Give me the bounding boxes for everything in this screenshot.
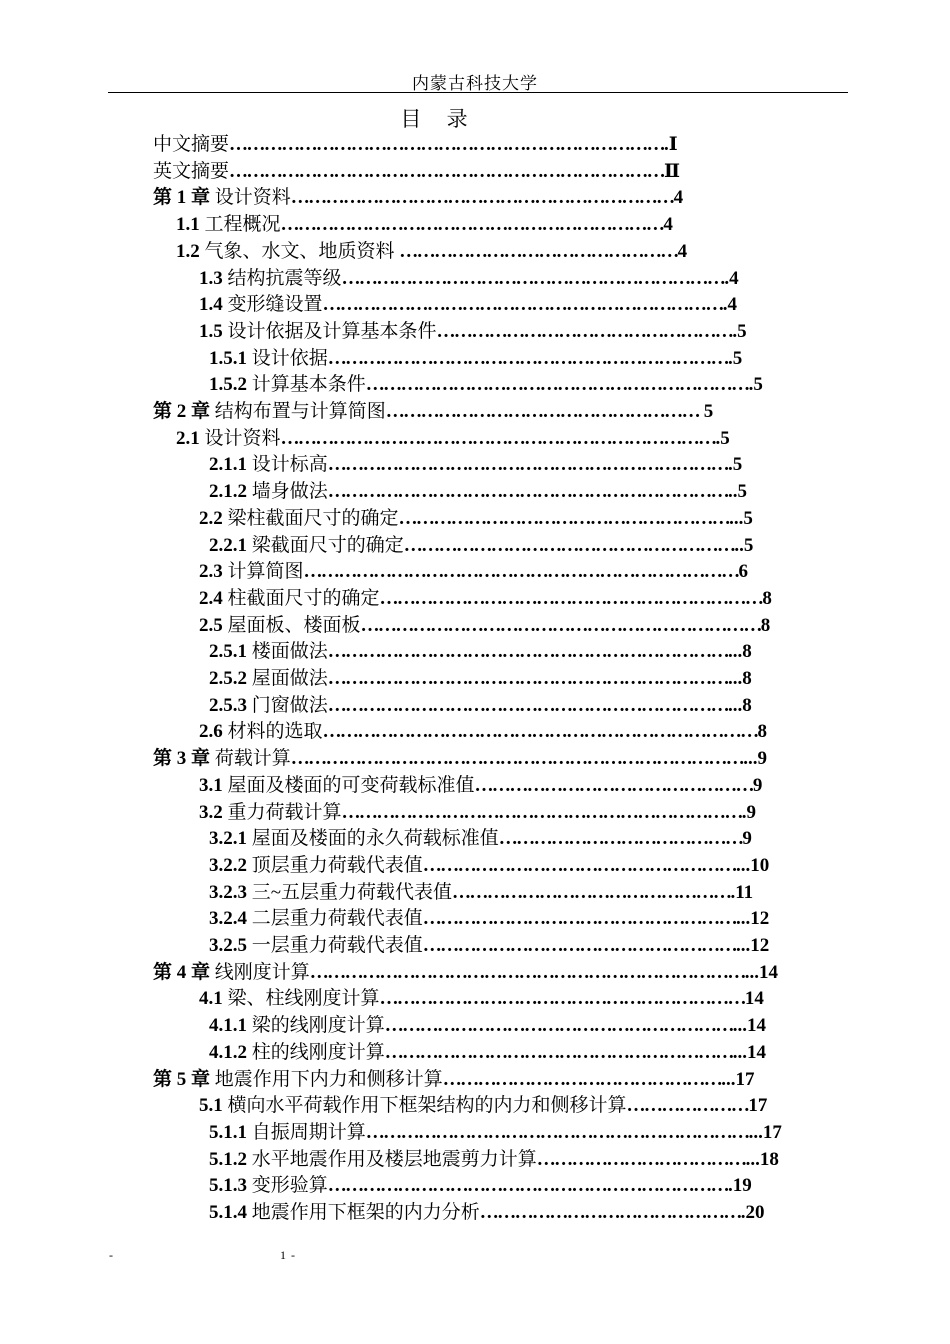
toc-entry-leader: …………………………………………………………………	[229, 160, 665, 182]
toc-entry[interactable]	[209, 692, 828, 719]
toc-entry[interactable]	[199, 718, 828, 745]
toc-entry-leader: ………………………………………	[479, 1202, 741, 1223]
toc-entry-leader: ……………………………………………………………	[327, 347, 728, 369]
toc-entry-number: 2.4	[199, 587, 223, 609]
toc-entry-leader: …………………………………………………………	[379, 587, 763, 609]
toc-entry-leader: …………………………………………………………	[341, 267, 725, 289]
toc-entry[interactable]	[153, 398, 806, 425]
toc-entry-page: ...8	[727, 668, 752, 689]
toc-entry-label: 工程概况	[204, 214, 281, 236]
toc-entry[interactable]	[209, 1146, 839, 1173]
toc-entry-page: 4	[673, 187, 684, 209]
toc-entry-number: 2.3	[199, 561, 223, 583]
toc-entry-label: 材料的选取	[227, 721, 323, 743]
toc-entry[interactable]	[209, 879, 839, 906]
toc-entry-page: ..5	[734, 534, 754, 556]
toc-entry-page: ...17	[721, 1068, 755, 1090]
toc-entry-label: 梁截面尺寸的确定	[251, 534, 404, 556]
toc-entry-page: 6	[738, 561, 749, 583]
toc-entry[interactable]	[153, 745, 816, 772]
toc-entry[interactable]	[199, 265, 812, 292]
toc-entry-label: 屋面及楼面的可变荷载标准值	[227, 774, 475, 796]
toc-entry-page: .5	[748, 374, 763, 396]
toc-entry-page: 8	[757, 721, 768, 743]
toc-entry-leader: …………………………………………………………………	[309, 961, 745, 983]
toc-entry-number: 3.2	[199, 801, 223, 823]
footer-page-number: 1 -	[280, 1248, 296, 1262]
toc-entry[interactable]	[199, 291, 812, 318]
toc-entry-label: 变形验算	[251, 1175, 328, 1197]
toc-entry[interactable]	[153, 184, 801, 211]
toc-entry-label: 变形缝设置	[227, 294, 323, 316]
toc-entry-number: 第 4 章	[153, 961, 211, 983]
toc-entry-leader: ………………………………	[536, 1148, 746, 1170]
toc-entry-page: .4	[722, 294, 737, 316]
toc-entry-label: 结构抗震等级	[227, 267, 342, 289]
toc-entry[interactable]	[209, 532, 821, 559]
toc-entry-label: 气象、水文、地质资料	[204, 240, 400, 262]
toc-entry[interactable]	[176, 238, 774, 265]
toc-entry-number: 3.1	[199, 774, 223, 796]
toc-entry-page: .5	[715, 427, 730, 449]
toc-entry-leader: …………………………………………………………………	[303, 561, 739, 583]
toc-entry[interactable]	[199, 1092, 839, 1119]
toc-entry-number: 2.1.2	[209, 481, 247, 503]
toc-entry-label: 英文摘要	[153, 160, 230, 182]
toc-entry-leader: ………………………………………………………	[379, 988, 745, 1010]
toc-entry-page: 4	[663, 214, 673, 236]
toc-entry-label: 顶层重力荷载代表值	[251, 854, 423, 876]
toc-entry-page: ...8	[727, 641, 752, 663]
toc-entry[interactable]	[209, 852, 839, 879]
toc-entry-page: ...10	[735, 854, 770, 876]
toc-entry-number: 5.1.2	[209, 1148, 247, 1170]
toc-entry[interactable]	[209, 1012, 839, 1039]
toc-entry-leader: ………………………………………………	[422, 935, 736, 956]
toc-entry[interactable]	[153, 1066, 828, 1093]
toc-entry-number: 1.5	[199, 320, 223, 342]
toc-entry-number: 4.1.1	[209, 1015, 247, 1037]
toc-entry-leader: …………………………………………………………………	[280, 427, 716, 449]
toc-entry-page: Ⅱ	[664, 160, 681, 182]
toc-entry-number: 2.5.1	[209, 641, 247, 663]
toc-entry-page: ..5	[727, 481, 747, 503]
toc-entry-leader: ……………………………………………………………	[327, 668, 728, 689]
toc-entry-number: 3.2.2	[209, 854, 247, 876]
toc-entry-number: 第 3 章	[153, 748, 211, 770]
toc-entry-leader: ……………………………………………	[436, 320, 733, 342]
toc-entry-leader: ……………………………………………………………	[341, 801, 742, 823]
toc-entry-number: 2.5.3	[209, 694, 247, 716]
toc-entry-label: 楼面做法	[251, 641, 328, 663]
toc-entry[interactable]	[209, 345, 816, 372]
toc-entry-number: 4.1.2	[209, 1041, 247, 1063]
toc-entry-number: 3.2.3	[209, 881, 247, 903]
toc-entry-leader: …………………………………………	[442, 1068, 722, 1090]
toc-entry-label: 门窗做法	[251, 694, 328, 716]
toc-entry-page: ...14	[744, 961, 779, 983]
toc-entry-page: ...18	[745, 1148, 779, 1170]
toc-entry-leader: …………………………………………………………………	[322, 721, 758, 743]
toc-entry[interactable]	[209, 825, 832, 852]
toc-entry-page: .4	[724, 267, 739, 289]
toc-entry[interactable]	[209, 451, 818, 478]
toc-entry-page: 9	[742, 828, 752, 850]
toc-entry-page: .20	[740, 1202, 765, 1223]
toc-entry-leader: …………………………………………	[399, 240, 678, 262]
toc-entry-page: ...14	[732, 1041, 767, 1063]
toc-entry-number: 2.2	[199, 507, 223, 529]
toc-entry[interactable]	[209, 478, 821, 505]
toc-entry-label: 梁、柱线刚度计算	[227, 988, 380, 1010]
toc-entry-number: 第 5 章	[153, 1068, 211, 1090]
toc-entry-number: 5.1	[199, 1095, 223, 1117]
header-university: 内蒙古科技大学	[412, 74, 538, 93]
toc-entry-number: 1.2	[176, 240, 200, 262]
toc-entry[interactable]	[209, 905, 839, 932]
toc-entry[interactable]	[176, 425, 792, 452]
toc-entry-number: 第 2 章	[153, 401, 211, 422]
toc-entry-page: ...12	[735, 908, 770, 930]
toc-entry-leader: ……………………………………………………………	[327, 694, 728, 716]
toc-entry-number: 3.2.5	[209, 935, 247, 956]
toc-entry-label: 梁柱截面尺寸的确定	[227, 507, 399, 529]
toc-entry-leader: …………………	[626, 1095, 749, 1117]
toc-title: 目 录	[400, 107, 478, 131]
toc-entry-page: ...5	[729, 507, 753, 529]
toc-entry-leader: ………………………………………………	[422, 908, 736, 930]
toc-entry-leader: ……………………………………	[498, 828, 743, 850]
toc-entry-leader: …………………………………………………………	[290, 187, 674, 209]
toc-entry-page: .5	[727, 347, 743, 369]
toc-entry-leader: …………………………………………………………	[280, 214, 664, 236]
toc-entry-number: 5.1.1	[209, 1121, 247, 1143]
toc-entry-number: 3.2.4	[209, 908, 247, 930]
toc-entry-page: ...12	[735, 935, 770, 956]
toc-entry-label: 三~五层重力荷载代表值	[251, 881, 453, 903]
toc-entry-leader: ……………………………………………………………	[327, 641, 728, 663]
toc-entry-label: 地震作用下内力和侧移计算	[214, 1068, 443, 1090]
toc-entry[interactable]	[199, 799, 831, 826]
toc-entry-leader: ……………………………………………………	[384, 1041, 733, 1063]
toc-entry-number: 1.5.2	[209, 374, 247, 396]
toc-entry-number: 2.2.1	[209, 534, 247, 556]
toc-entry-label: 梁的线刚度计算	[251, 1015, 385, 1037]
toc-entry[interactable]	[153, 959, 828, 986]
toc-entry-number: 2.5.2	[209, 668, 247, 689]
toc-entry[interactable]	[176, 211, 784, 238]
toc-entry-label: 设计资料	[214, 187, 291, 209]
toc-entry-leader: ……………………………………………………………	[327, 454, 728, 476]
toc-entry-label: 柱截面尺寸的确定	[227, 587, 380, 609]
toc-entry-leader: …………………………………………………	[398, 507, 730, 529]
toc-entry-leader: ……………………………………………………	[384, 1015, 733, 1037]
toc-entry-page: 4	[677, 240, 688, 262]
toc-entry-leader: …………………………………………………	[403, 534, 735, 556]
toc-entry-leader: …………………………………………………………	[365, 374, 749, 396]
toc-entry-page: 8	[762, 587, 772, 609]
toc-entry-page: 17	[748, 1095, 768, 1117]
toc-entry[interactable]	[199, 505, 821, 532]
toc-entry-label: 线刚度计算	[214, 961, 310, 983]
toc-entry-label: 计算基本条件	[251, 374, 366, 396]
toc-entry-page: .5	[727, 454, 743, 476]
toc-entry-number: 2.1	[176, 427, 200, 449]
toc-entry-page: ...8	[727, 694, 752, 716]
toc-entry-label: 水平地震作用及楼层地震剪力计算	[251, 1148, 537, 1170]
toc-entry-leader: ………………………………………………	[385, 401, 699, 422]
toc-entry-label: 屋面及楼面的永久荷载标准值	[251, 828, 499, 850]
toc-entry-leader: ……………………………………………………………	[360, 614, 761, 636]
toc-entry-number: 1.5.1	[209, 347, 247, 369]
toc-entry[interactable]	[209, 665, 828, 692]
toc-entry-leader: …………………………………………………………………	[229, 134, 665, 155]
toc-entry-page: .5	[732, 320, 747, 342]
toc-entry[interactable]	[209, 371, 816, 398]
toc-entry-label: 结构布置与计算简图	[214, 401, 386, 422]
toc-entry-number: 2.5	[199, 614, 223, 636]
toc-entry-label: 中文摘要	[153, 134, 230, 155]
toc-entry-label: 设计标高	[251, 454, 328, 476]
toc-entry[interactable]	[153, 131, 812, 158]
toc-entry-page: .19	[727, 1175, 752, 1197]
toc-entry-page: ...14	[732, 1015, 767, 1037]
toc-entry-leader: ……………………………………………………………………	[290, 748, 744, 770]
toc-entry-page: ...17	[748, 1121, 782, 1143]
toc-entry[interactable]	[209, 1199, 806, 1226]
toc-entry[interactable]	[153, 158, 812, 185]
toc-entry[interactable]	[199, 612, 828, 639]
toc-entry-page: 14	[744, 988, 764, 1010]
toc-entry[interactable]	[199, 772, 828, 799]
toc-entry-label: 计算简图	[227, 561, 304, 583]
toc-entry[interactable]	[209, 638, 828, 665]
toc-entry-label: 屋面做法	[251, 668, 328, 689]
toc-entry-number: 5.1.4	[209, 1202, 247, 1223]
toc-entry-label: 地震作用下框架的内力分析	[251, 1202, 480, 1223]
toc-entry[interactable]	[199, 558, 828, 585]
toc-entry-label: 设计依据及计算基本条件	[227, 320, 437, 342]
toc-entry-number: 1.1	[176, 214, 200, 236]
toc-entry-page: ...9	[743, 748, 767, 770]
toc-entry-label: 柱的线刚度计算	[251, 1041, 385, 1063]
toc-entry[interactable]	[199, 985, 839, 1012]
toc-entry-leader: …………………………………………	[452, 881, 731, 903]
toc-entry-page: 9	[752, 774, 763, 796]
toc-entry-leader: ……………………………………………………………	[327, 1175, 728, 1197]
footer-left-mark: -	[109, 1248, 113, 1262]
toc-entry-number: 3.2.1	[209, 828, 247, 850]
toc-entry-page: .9	[741, 801, 756, 823]
toc-entry-number: 5.1.3	[209, 1175, 247, 1197]
toc-entry-label: 屋面板、楼面板	[227, 614, 361, 636]
toc-entry-number: 第 1 章	[153, 187, 211, 209]
toc-entry-label: 墙身做法	[251, 481, 328, 503]
toc-entry-label: 设计资料	[204, 427, 281, 449]
toc-entry[interactable]	[209, 1172, 806, 1199]
toc-entry[interactable]	[209, 1039, 839, 1066]
toc-entry-page: .Ⅰ	[664, 134, 678, 155]
header-rule	[108, 92, 848, 93]
toc-entry-leader: …………………………………………………………	[365, 1121, 749, 1143]
toc-entry-number: 4.1	[199, 988, 223, 1010]
toc-entry-leader: …………………………………………	[474, 774, 753, 796]
toc-entry-label: 重力荷载计算	[227, 801, 342, 823]
toc-entry-leader: ……………………………………………………………	[322, 294, 723, 316]
toc-entry-number: 2.6	[199, 721, 223, 743]
toc-entry-label: 设计依据	[251, 347, 328, 369]
toc-entry[interactable]	[209, 932, 839, 959]
toc-entry-number: 1.4	[199, 294, 223, 316]
toc-entry[interactable]	[199, 585, 828, 612]
toc-entry[interactable]	[199, 318, 812, 345]
toc-entry-label: 二层重力荷载代表值	[251, 908, 423, 930]
toc-entry-label: 横向水平荷载作用下框架结构的内力和侧移计算	[227, 1095, 627, 1117]
toc-entry[interactable]	[209, 1119, 839, 1146]
toc-entry-number: 1.3	[199, 267, 223, 289]
toc-entry-label: 荷载计算	[214, 748, 291, 770]
toc-entry-page: 5	[698, 401, 714, 422]
toc-entry-label: 一层重力荷载代表值	[251, 935, 423, 956]
toc-entry-number: 2.1.1	[209, 454, 247, 476]
toc-entry-leader: ………………………………………………	[422, 854, 736, 876]
toc-entry-page: 8	[760, 614, 771, 636]
toc-entry-page: .11	[730, 881, 754, 903]
toc-entry-label: 自振周期计算	[251, 1121, 366, 1143]
toc-entry-leader: ……………………………………………………………	[327, 481, 728, 503]
